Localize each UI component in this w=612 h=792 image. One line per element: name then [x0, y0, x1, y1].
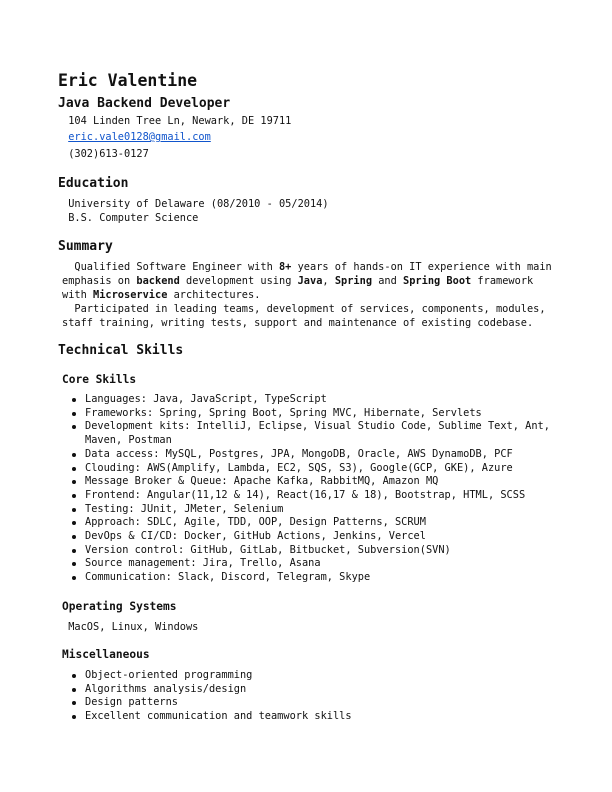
bullet-icon: [72, 453, 76, 457]
list-item: [72, 448, 552, 462]
list-item: [72, 420, 552, 447]
list-item: [72, 393, 552, 407]
list-item: [72, 462, 552, 476]
education-school: University of Delaware (08/2010 - 05/2014): [62, 198, 329, 210]
list-item: [72, 516, 552, 530]
bullet-icon: [72, 562, 76, 566]
summary-bold: Spring Boot: [403, 274, 472, 287]
candidate-name: Eric Valentine: [58, 71, 198, 90]
bullet-icon: [72, 549, 76, 553]
list-item: [72, 503, 552, 517]
summary-text: Qualified Software Engineer with: [62, 261, 279, 273]
email-link[interactable]: eric.vale0128@gmail.com: [68, 131, 211, 143]
summary-heading: Summary: [58, 239, 113, 254]
list-item: [72, 571, 552, 585]
misc-heading: Miscellaneous: [62, 648, 150, 661]
bullet-icon: [72, 576, 76, 580]
list-item: [72, 696, 552, 710]
list-item: [72, 489, 552, 503]
list-item-text: Development kits: IntelliJ, Eclipse, Visual Studio Code, Sublime Text, Ant, Maven, Postman: [85, 420, 550, 447]
list-item-text: Version control: GitHub, GitLab, Bitbucket, Subversion(SVN): [85, 543, 451, 556]
summary-bold: 8+: [278, 261, 292, 273]
bullet-icon: [72, 508, 76, 512]
summary-bold: Microservice: [93, 288, 168, 301]
list-item-text: Approach: SDLC, Agile, TDD, OOP, Design Patterns, SCRUM: [85, 516, 426, 529]
list-item-text: Communication: Slack, Discord, Telegram, Skype: [85, 571, 371, 584]
phone: (302)613-0127: [62, 148, 149, 160]
list-item: [72, 475, 552, 489]
list-item-text: Clouding: AWS(Amplify, Lambda, EC2, SQS, S3), Google(GCP, GKE), Azure: [85, 461, 513, 474]
summary-text: architectures.: [167, 288, 261, 301]
bullet-icon: [72, 412, 76, 416]
list-item-text: Frontend: Angular(11,12 & 14), React(16,17 & 18), Bootstrap, HTML, SCSS: [85, 488, 526, 501]
list-item-text: DevOps & CI/CD: Docker, GitHub Actions, Jenkins, Vercel: [85, 530, 426, 543]
email-line: [62, 131, 211, 145]
summary-paragraph-1: [62, 261, 558, 303]
bullet-icon: [72, 425, 76, 429]
summary-bold: backend: [136, 274, 180, 287]
core-skills-heading: Core Skills: [62, 373, 137, 386]
summary-bold: Spring: [334, 274, 373, 287]
list-item: [72, 710, 552, 724]
list-item-text: Object-oriented programming: [85, 669, 253, 681]
bullet-icon: [72, 467, 76, 471]
bullet-icon: [72, 701, 76, 705]
summary-bold: Java: [297, 274, 323, 287]
summary-text: years of hands-on IT experience with main emphasis on: [62, 261, 558, 287]
bullet-icon: [72, 535, 76, 539]
list-item-text: Algorithms analysis/design: [85, 682, 247, 695]
summary-text: and: [372, 274, 404, 287]
list-item-text: Source management: Jira, Trello, Asana: [85, 557, 321, 570]
job-title: Java Backend Developer: [58, 96, 231, 111]
list-item-text: Data access: MySQL, Postgres, JPA, MongoDB, Oracle, AWS DynamoDB, PCF: [85, 447, 513, 460]
core-skills-list: [72, 393, 552, 585]
list-item-text: Testing: JUnit, JMeter, Selenium: [85, 502, 284, 515]
education-heading: Education: [58, 176, 129, 191]
os-text: MacOS, Linux, Windows: [62, 621, 199, 633]
list-item-text: Excellent communication and teamwork skills: [85, 710, 352, 723]
summary-text: development using: [179, 274, 298, 287]
list-item-text: Message Broker & Queue: Apache Kafka, RabbitMQ, Amazon MQ: [85, 475, 439, 488]
technical-skills-heading: Technical Skills: [58, 343, 184, 358]
os-heading: Operating Systems: [62, 600, 177, 613]
summary-text: framework with: [62, 274, 540, 301]
list-item: [72, 669, 552, 683]
summary-paragraph-2: Participated in leading teams, development of services, components, modules, staff training, writing tests, support and maintenance of existing codebase.: [62, 303, 552, 329]
bullet-icon: [72, 480, 76, 484]
list-item: [72, 407, 552, 421]
summary-text: ,: [322, 274, 335, 287]
bullet-icon: [72, 674, 76, 678]
misc-list: [72, 669, 552, 724]
bullet-icon: [72, 521, 76, 525]
address: 104 Linden Tree Ln, Newark, DE 19711: [62, 115, 292, 127]
list-item-text: Design patterns: [85, 696, 178, 709]
list-item-text: Languages: Java, JavaScript, TypeScript: [85, 393, 327, 405]
list-item: [72, 544, 552, 558]
bullet-icon: [72, 715, 76, 719]
education-degree: B.S. Computer Science: [62, 212, 199, 224]
bullet-icon: [72, 398, 76, 402]
list-item: [72, 530, 552, 544]
bullet-icon: [72, 688, 76, 692]
bullet-icon: [72, 494, 76, 498]
list-item: [72, 557, 552, 571]
list-item-text: Frameworks: Spring, Spring Boot, Spring MVC, Hibernate, Servlets: [85, 406, 482, 419]
list-item: [72, 683, 552, 697]
